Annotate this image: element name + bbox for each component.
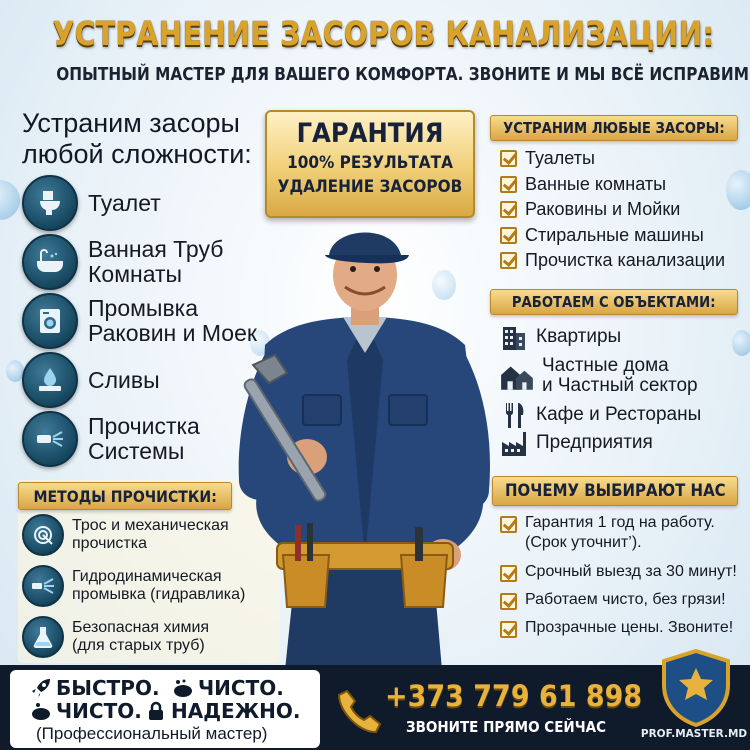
list-item [500, 172, 745, 198]
list-item [500, 197, 745, 223]
rocket-icon [30, 677, 52, 699]
cable-icon [22, 514, 64, 556]
list-item-label: Раковины и Мойки [525, 199, 681, 220]
object-label [542, 356, 698, 396]
guarantee-line2: 100% РЕЗУЛЬТАТА [287, 153, 453, 173]
plumber-illustration [225, 225, 505, 670]
list-item-label: Стиральные машины [525, 224, 704, 245]
any-clogs-heading: УСТРАНИМ ЛЮБЫЕ ЗАСОРЫ: [503, 119, 725, 137]
service-label [88, 414, 200, 464]
list-item [500, 223, 745, 249]
service-label-line1: Промывка [88, 295, 199, 321]
list-item-label: Прочистка канализации [525, 250, 725, 271]
object-item-enterprises [498, 428, 653, 458]
method-label [72, 517, 229, 553]
any-clogs-banner [490, 115, 738, 141]
service-label-line1: Ванная Труб [88, 236, 224, 262]
method-label [72, 619, 209, 655]
method-label-line2: (для старых труб) [72, 637, 205, 654]
why-banner [492, 476, 738, 506]
why-item-line1: Гарантия 1 год на работу. [525, 514, 715, 531]
object-item-houses [498, 356, 698, 396]
why-item-label: Работаем чисто, без грязи! [525, 591, 726, 608]
water-jet-icon [22, 565, 64, 607]
method-label-line1: Безопасная химия [72, 619, 210, 636]
list-item [500, 248, 745, 274]
why-item-label: Срочный выезд за 30 минут! [525, 563, 737, 580]
service-label: Сливы [88, 366, 160, 393]
services-heading-line1: Устраним засоры [22, 108, 240, 138]
washing-machine-icon [22, 293, 78, 349]
slogan-professional: (Профессиональный мастер) [36, 724, 268, 743]
method-label-line2: прочистка [72, 535, 147, 552]
service-label-line2: Раковин и Моек [88, 320, 257, 346]
drain-icon [22, 352, 78, 408]
services-heading-line2: любой сложности: [22, 139, 252, 169]
why-heading: ПОЧЕМУ ВЫБИРАЮТ НАС [504, 481, 726, 501]
service-item-toilet [22, 174, 272, 232]
object-label-line1: Частные дома [542, 355, 669, 376]
slogan-fast [30, 676, 160, 700]
phone-number[interactable]: +373 779 61 898 [385, 679, 643, 713]
why-item [500, 618, 748, 638]
checkbox-icon [500, 176, 517, 193]
guarantee-line3: УДАЛЕНИЕ ЗАСОРОВ [277, 177, 463, 197]
service-label [88, 237, 223, 287]
shield-logo-icon [658, 648, 734, 728]
object-item-apartments [498, 322, 621, 352]
website-label[interactable]: PROF.MASTER.MD [640, 728, 748, 740]
objects-heading: РАБОТАЕМ С ОБЪЕКТАМИ: [512, 293, 716, 311]
method-label-line1: Трос и механическая [72, 517, 229, 534]
why-item [500, 562, 748, 582]
guarantee-title: ГАРАНТИЯ [296, 118, 444, 149]
methods-heading: МЕТОДЫ ПРОЧИСТКИ: [33, 486, 217, 506]
slogan-clean-label: ЧИСТО. [56, 699, 142, 723]
phone-icon [335, 685, 385, 735]
why-item-line2: (Срок уточнит’). [525, 534, 642, 551]
slogan-clean-label: ЧИСТО. [198, 676, 284, 700]
slogan-clean-2 [30, 699, 142, 723]
method-label-line2: промывка (гидравлика) [72, 586, 246, 603]
soap-icon [30, 700, 52, 722]
service-label: Туалет [88, 189, 161, 216]
service-label-line2: Системы [88, 438, 185, 464]
page-title: УСТРАНЕНИЕ ЗАСОРОВ КАНАЛИЗАЦИИ: [52, 14, 715, 53]
bathtub-icon [22, 234, 78, 290]
slogan-reliable-label: НАДЕЖНО. [171, 699, 301, 723]
why-item-label: Прозрачные цены. Звоните! [525, 619, 734, 636]
any-clogs-list [500, 146, 745, 274]
page-subtitle: ОПЫТНЫЙ МАСТЕР ДЛЯ ВАШЕГО КОМФОРТА. ЗВОНИТЕ И МЫ ВСЁ ИСПРАВИМ [56, 64, 749, 85]
list-item [500, 146, 745, 172]
soap-icon [172, 677, 194, 699]
chemical-flask-icon [22, 616, 64, 658]
object-label: Квартиры [536, 326, 622, 347]
why-item-label [525, 513, 715, 553]
method-label-line1: Гидродинамическая [72, 568, 222, 585]
service-label-line1: Прочистка [88, 413, 200, 439]
service-label-line2: Комнаты [88, 261, 183, 287]
method-label [72, 568, 245, 604]
call-now-text: ЗВОНИТЕ ПРЯМО СЕЙЧАС [406, 718, 606, 736]
object-label: Предприятия [536, 432, 653, 453]
slogan-reliable [145, 699, 301, 723]
objects-banner [490, 289, 738, 315]
guarantee-box [265, 110, 475, 218]
toilet-icon [22, 175, 78, 231]
water-splash [0, 180, 20, 220]
checkbox-icon [500, 150, 517, 167]
slogan-clean-1 [172, 676, 284, 700]
services-heading [22, 108, 262, 170]
lock-icon [145, 700, 167, 722]
why-item [500, 513, 748, 553]
methods-banner [18, 482, 232, 510]
water-splash [732, 330, 750, 356]
object-item-cafes [498, 400, 701, 430]
list-item-label: Ванные комнаты [525, 173, 667, 194]
pipe-spray-icon [22, 411, 78, 467]
slogan-fast-label: БЫСТРО. [56, 676, 160, 700]
object-label: Кафе и Рестораны [536, 404, 702, 425]
list-item-label: Туалеты [525, 148, 595, 169]
checkbox-icon [500, 201, 517, 218]
object-label-line2: и Частный сектор [542, 375, 698, 396]
why-item [500, 590, 748, 610]
